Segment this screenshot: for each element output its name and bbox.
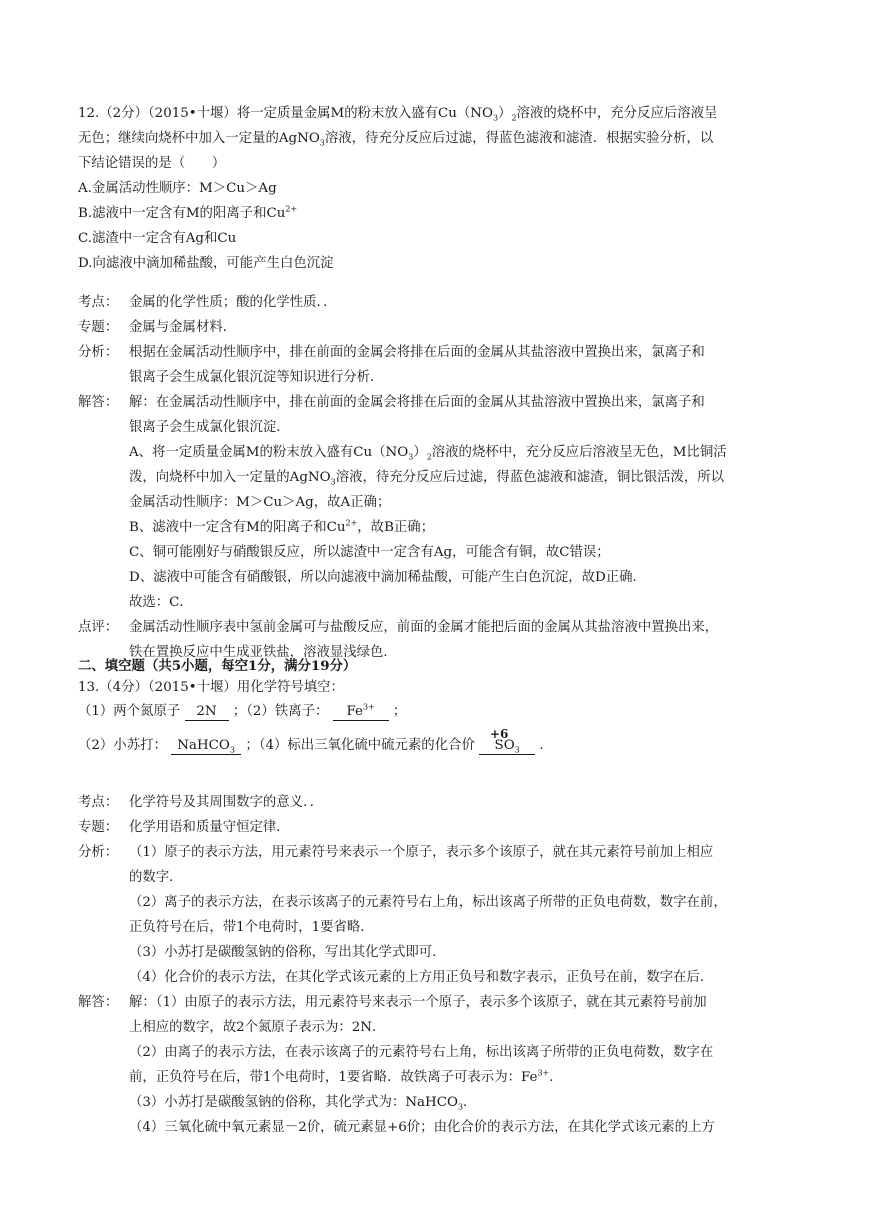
text: （2）小苏打： xyxy=(78,738,167,753)
text: ． xyxy=(539,738,553,753)
superscript: 3+ xyxy=(362,702,375,712)
zhuanti-text: 化学用语和质量守恒定律． xyxy=(129,820,290,835)
text: B、滤液中一定含有M的阳离子和Cu xyxy=(129,520,346,535)
subscript: 3 xyxy=(492,113,499,123)
q12-fenxi xyxy=(78,343,792,363)
q13-stem: 13.（4分）（2015•十堰）用化学符号填空： xyxy=(78,680,344,695)
q12-stem-line-3: 下结论错误的是（ ） xyxy=(78,156,226,171)
element: S xyxy=(494,738,504,753)
valence-expression xyxy=(489,727,509,754)
section-2 xyxy=(78,656,792,756)
text: ；（4）标出三氧化硫中硫元素的化合价 xyxy=(245,738,475,753)
text: B.滤液中一定含有M的阳离子和Cu xyxy=(78,206,286,221)
q13-fenxi-4: （4）化合价的表示方法，在其化学式该元素的上方用正负号和数字表示，正负号在前，数字在后． xyxy=(129,970,714,985)
subscript: 2 xyxy=(426,452,432,462)
jieda-text: 解：在金属活动性顺序中，排在前面的金属会将排在后面的金属从其盐溶液中置换出来，氯离子和 xyxy=(129,395,705,410)
text: （3）小苏打是碳酸氢钠的俗称，其化学式为：NaHCO xyxy=(129,1095,458,1110)
q12-jieda-choice: 故选：C． xyxy=(129,595,193,610)
answer: NaHCO xyxy=(177,738,230,753)
q13-fenxi-2a: （2）离子的表示方法，在表示该离子的元素符号右上角，标出该离子所带的正负电荷数，数字在前， xyxy=(129,895,727,910)
answer-blank-3 xyxy=(171,738,241,755)
q12-option-a: A.金属活动性顺序：M＞Cu＞Ag xyxy=(78,181,277,196)
text: 无色；继续向烧杯中加入一定量的AgNO xyxy=(78,131,320,146)
text: 前，正负符号在后，带1个电荷时，1要省略．故铁离子可表示为：Fe xyxy=(129,1070,538,1085)
answer-blank-4 xyxy=(479,727,535,755)
answer-blank-2 xyxy=(333,704,389,721)
text: ） xyxy=(413,445,427,460)
text: ． xyxy=(463,1095,477,1110)
text: 溶液，待充分反应后过滤，得蓝色滤液和滤渣．根据实验分析，以 xyxy=(324,131,714,146)
q12-jieda-a-line-2 xyxy=(78,468,792,488)
jieda-label: 解答： xyxy=(78,995,119,1010)
text: ，故B正确； xyxy=(357,520,435,535)
kaodian-label: 考点： xyxy=(78,795,119,810)
text: 12.（2分）（2015•十堰）将一定质量金属M的粉末放入盛有Cu（NO xyxy=(78,106,493,121)
q12-option-b xyxy=(78,204,792,224)
fenxi-label: 分析： xyxy=(78,345,119,360)
section-2-title: 二、填空题（共5小题，每空1分，满分19分） xyxy=(78,658,357,674)
q13-jieda-4: （4）三氧化硫中氧元素显－2价，硫元素显+6价；由化合价的表示方法，在其化学式该元素的上方 xyxy=(129,1120,715,1135)
answer: Fe xyxy=(346,704,363,719)
text: 泼，向烧杯中加入一定量的AgNO xyxy=(129,470,331,485)
answer-blank-1 xyxy=(185,704,229,721)
q12-jieda-d: D、滤液中可能含有硝酸银，所以向滤液中滴加稀盐酸，可能产生白色沉淀，故D正确． xyxy=(129,570,646,585)
text: 溶液的烧杯中，充分反应后溶液呈 xyxy=(516,106,718,121)
q13-fenxi-2b: 正负符号在后，带1个电荷时，1要省略． xyxy=(129,920,374,935)
subscript: 3 xyxy=(319,138,325,148)
fenxi-text: （1）原子的表示方法，用元素符号来表示一个原子，表示多个该原子，就在其元素符号前加上相应 xyxy=(129,845,714,860)
fenxi-label: 分析： xyxy=(78,845,119,860)
q13-jieda-1b: 上相应的数字，故2个氮原子表示为：2N． xyxy=(129,1020,386,1035)
q12-solution xyxy=(78,293,792,663)
dianping-text: 金属活动性顺序表中氢前金属可与盐酸反应，前面的金属才能把后面的金属从其盐溶液中置换出来， xyxy=(129,620,719,635)
text: ） xyxy=(498,106,512,121)
q13-zhuanti xyxy=(78,818,792,838)
q13-jieda-3 xyxy=(78,1093,792,1113)
zhuanti-text: 金属与金属材料． xyxy=(129,320,237,335)
element: O xyxy=(503,738,515,753)
fenxi-text: 根据在金属活动性顺序中，排在前面的金属会将排在后面的金属从其盐溶液中置换出来，氯离子和 xyxy=(129,345,705,360)
text: ． xyxy=(549,1070,563,1085)
q12-jieda-a-line-3: 金属活动性顺序：M＞Cu＞Ag，故A正确； xyxy=(129,495,391,510)
q13-jieda-2b xyxy=(78,1068,792,1088)
q13-fenxi-1b: 的数字． xyxy=(129,870,183,885)
text: ； xyxy=(392,704,407,719)
subscript: 3 xyxy=(457,1102,464,1112)
q13-kaodian xyxy=(78,793,792,813)
subscript: 3 xyxy=(408,452,414,462)
q12-zhuanti xyxy=(78,318,792,338)
text: （1）两个氮原子 xyxy=(78,704,181,719)
text: 溶液，待充分反应后过滤，得蓝色滤液和滤渣，铜比银活泼，所以 xyxy=(335,470,725,485)
question-12 xyxy=(78,104,792,274)
text: 溶液的烧杯中，充分反应后溶液呈无色，M比铜活 xyxy=(431,445,727,460)
subscript: 3 xyxy=(330,477,336,487)
q12-jieda-b xyxy=(78,518,792,538)
valence-mark: +6 xyxy=(489,727,509,741)
q12-option-d: D.向滤液中滴加稀盐酸，可能产生白色沉淀 xyxy=(78,256,334,271)
subscript: 2 xyxy=(511,113,517,123)
text: A、将一定质量金属M的粉末放入盛有Cu（NO xyxy=(129,445,409,460)
q13-parts-line-2 xyxy=(78,727,792,756)
q12-kaodian xyxy=(78,293,792,313)
subscript: 3 xyxy=(229,745,235,755)
q12-stem-line-2 xyxy=(78,129,792,149)
q12-jieda xyxy=(78,393,792,413)
q12-jieda-c: C、铜可能刚好与硝酸银反应，所以滤渣中一定含有Ag，可能含有铜，故C错误； xyxy=(129,545,610,560)
subscript: 3 xyxy=(514,745,520,755)
superscript: 3+ xyxy=(537,1068,550,1078)
superscript: 2+ xyxy=(285,204,298,214)
dianping-label: 点评： xyxy=(78,620,119,635)
q13-parts-line-1 xyxy=(78,702,792,722)
q12-stem-line-1 xyxy=(78,104,792,124)
q13-jieda xyxy=(78,993,792,1013)
q12-dianping xyxy=(78,618,792,638)
zhuanti-label: 专题： xyxy=(78,820,119,835)
jieda-label: 解答： xyxy=(78,395,119,410)
kaodian-text: 化学符号及其周围数字的意义．． xyxy=(129,795,324,810)
q13-fenxi xyxy=(78,843,792,863)
jieda-text: 解：（1）由原子的表示方法，用元素符号来表示一个原子，表示多个该原子，就在其元素符号前加 xyxy=(129,995,707,1010)
q13-jieda-2a: （2）由离子的表示方法，在表示该离子的元素符号右上角，标出该离子所带的正负电荷数，数字在 xyxy=(129,1045,714,1060)
q12-fenxi-line-2: 银离子会生成氯化银沉淀等知识进行分析． xyxy=(129,370,384,385)
answer: 2N xyxy=(196,704,217,719)
q12-dianping-line-2: 铁在置换反应中生成亚铁盐，溶液显浅绿色． xyxy=(129,645,397,660)
q13-solution xyxy=(78,793,792,1138)
q12-jieda-a-line-1 xyxy=(78,443,792,463)
superscript: 2+ xyxy=(345,518,358,528)
text: ；（2）铁离子： xyxy=(232,704,329,719)
zhuanti-label: 专题： xyxy=(78,320,119,335)
kaodian-text: 金属的化学性质；酸的化学性质．． xyxy=(129,295,337,310)
q12-jieda-line-2: 银离子会生成氯化银沉淀． xyxy=(129,420,290,435)
q12-option-c: C.滤渣中一定含有Ag和Cu xyxy=(78,231,237,246)
q13-fenxi-3: （3）小苏打是碳酸氢钠的俗称，写出其化学式即可． xyxy=(129,945,446,960)
kaodian-label: 考点： xyxy=(78,295,119,310)
